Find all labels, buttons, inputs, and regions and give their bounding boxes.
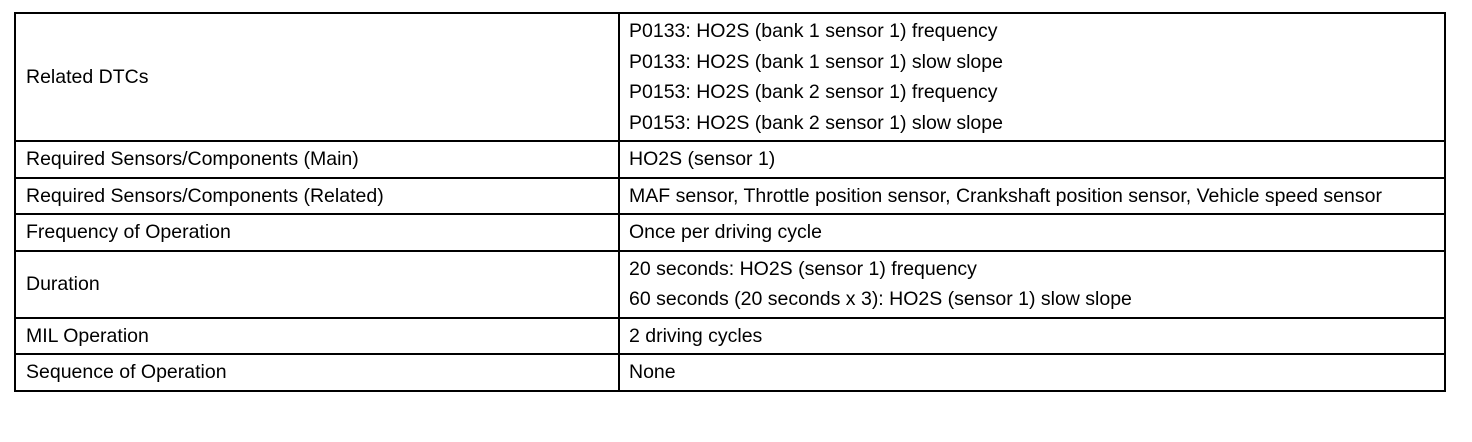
duration-value xyxy=(619,251,1445,318)
required-related-value xyxy=(619,178,1445,215)
related-dtcs-value xyxy=(619,13,1445,141)
required-main-label: Required Sensors/Components (Main) xyxy=(15,141,619,178)
row-frequency-of-operation xyxy=(15,214,1445,251)
frequency-value xyxy=(619,214,1445,251)
row-required-main xyxy=(15,141,1445,178)
dtc-p0133-frequency: P0133: HO2S (bank 1 sensor 1) frequency xyxy=(629,20,998,42)
sequence-label: Sequence of Operation xyxy=(15,354,619,391)
dtc-p0133-slow-slope: P0133: HO2S (bank 1 sensor 1) slow slope xyxy=(629,50,1003,73)
mil-operation-text: 2 driving cycles xyxy=(629,324,763,347)
row-sequence-of-operation xyxy=(15,354,1445,391)
duration-label: Duration xyxy=(15,251,619,318)
frequency-label: Frequency of Operation xyxy=(15,214,619,251)
required-main-text: HO2S (sensor 1) xyxy=(629,148,776,170)
row-related-dtcs xyxy=(15,13,1445,141)
required-related-text: MAF sensor, Throttle position sensor, Crankshaft position sensor, Vehicle speed sensor xyxy=(629,184,1382,207)
row-mil-operation xyxy=(15,318,1445,355)
duration-slow-slope-text: 60 seconds (20 seconds x 3): HO2S (sensor 1) slow slope xyxy=(629,288,1132,310)
frequency-text: Once per driving cycle xyxy=(629,221,822,243)
dtc-p0153-frequency: P0153: HO2S (bank 2 sensor 1) frequency xyxy=(629,81,998,103)
row-duration xyxy=(15,251,1445,318)
mil-operation-label: MIL Operation xyxy=(15,318,619,355)
monitor-spec-table xyxy=(14,12,1446,392)
sequence-value xyxy=(619,354,1445,391)
duration-frequency-text: 20 seconds: HO2S (sensor 1) frequency xyxy=(629,257,977,280)
dtc-p0153-slow-slope: P0153: HO2S (bank 2 sensor 1) slow slope xyxy=(629,111,1003,134)
related-dtcs-label: Related DTCs xyxy=(15,13,619,141)
sequence-text: None xyxy=(629,361,676,383)
required-main-value xyxy=(619,141,1445,178)
monitor-spec-table-body xyxy=(15,13,1445,391)
required-related-label: Required Sensors/Components (Related) xyxy=(15,178,619,215)
row-required-related xyxy=(15,178,1445,215)
mil-operation-value xyxy=(619,318,1445,355)
